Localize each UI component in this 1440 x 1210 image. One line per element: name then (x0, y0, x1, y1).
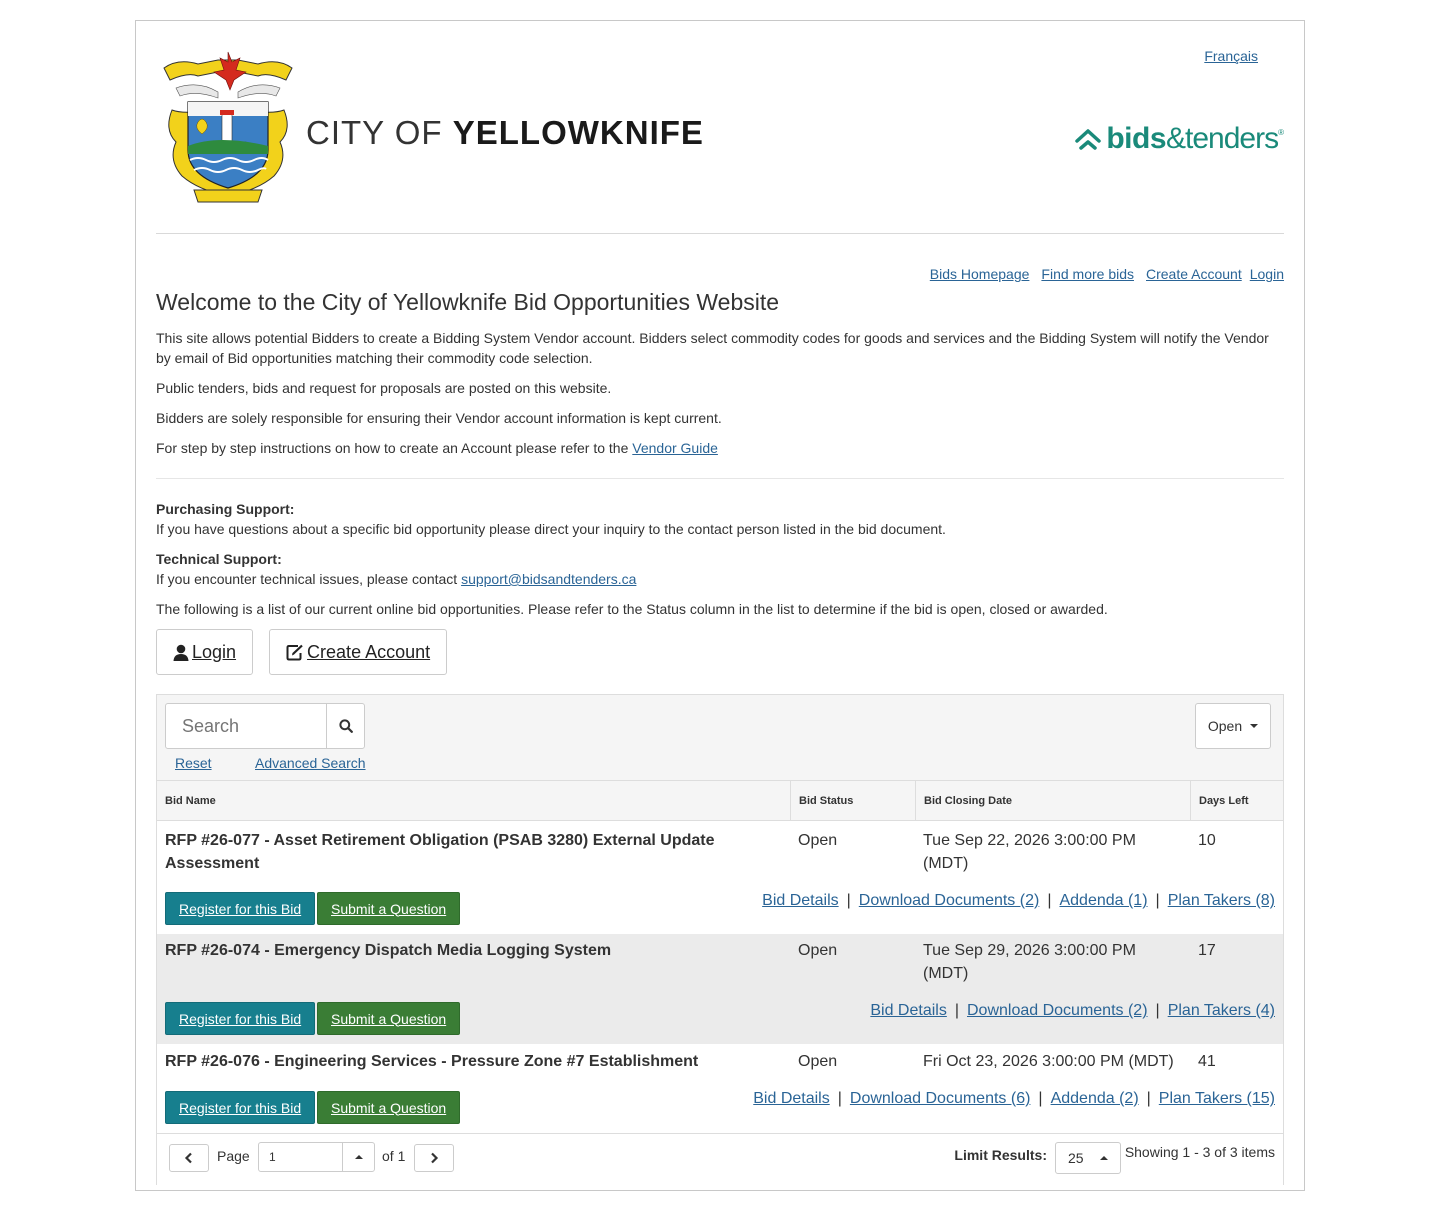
edit-icon (286, 644, 304, 661)
showing-items-text: Showing 1 - 3 of 3 items (1124, 1144, 1275, 1160)
search-input[interactable] (166, 704, 326, 748)
purchasing-support-text: If you have questions about a specific bid opportunity please direct your inquiry to the contact person listed in the bid document. (156, 521, 946, 537)
separator: | (1155, 1002, 1160, 1019)
intro-content (156, 289, 1284, 675)
column-header-bid-name[interactable]: Bid Name (165, 795, 216, 807)
bid-closing-date: Tue Sep 29, 2026 3:00:00 PM (MDT) (923, 942, 1136, 982)
bids-panel (156, 694, 1284, 1185)
chevron-right-icon (429, 1152, 439, 1164)
limit-results-value: 25 (1068, 1150, 1084, 1166)
purchasing-support (156, 499, 1284, 539)
page-frame (135, 20, 1305, 1191)
account-actions (156, 629, 1284, 675)
bid-details-link[interactable]: Bid Details (762, 892, 839, 909)
page-count-label: of 1 (382, 1148, 406, 1164)
register-for-bid-button[interactable]: Register for this Bid (165, 1091, 315, 1124)
bid-name: RFP #26-074 - Emergency Dispatch Media Logging System (165, 942, 612, 959)
column-header-bid-closing-date[interactable]: Bid Closing Date (915, 781, 1190, 821)
page-number-value: 1 (269, 1150, 276, 1164)
vendor-guide-prefix: For step by step instructions on how to create an Account please refer to the (156, 440, 633, 456)
page-label: Page (217, 1148, 250, 1164)
bid-name: RFP #26-076 - Engineering Services - Pressure Zone #7 Establishment (165, 1053, 699, 1070)
bid-status: Open (798, 942, 838, 959)
separator: | (846, 892, 851, 909)
purchasing-support-title: Purchasing Support: (156, 501, 295, 517)
bid-status: Open (798, 1053, 838, 1070)
column-header-bid-status[interactable]: Bid Status (790, 781, 915, 821)
status-filter-value: Open (1207, 718, 1243, 734)
technical-support (156, 549, 1284, 589)
limit-results-label: Limit Results: (954, 1147, 1047, 1163)
previous-page-button[interactable] (169, 1144, 209, 1172)
bid-links (870, 1002, 1275, 1020)
caret-up-icon (355, 1155, 363, 1159)
advanced-search-link[interactable]: Advanced Search (255, 755, 366, 771)
plan-takers-link[interactable]: Plan Takers (15) (1158, 1090, 1275, 1107)
intro-paragraph-1: This site allows potential Bidders to create a Bidding System Vendor account. Bidders select commodity codes for goods and services and the Bidding System will notify the Vendor by email of Bid opportunities matching their commodity code selection. (156, 330, 1269, 366)
login-button-label: Login (192, 641, 237, 662)
separator: | (837, 1090, 842, 1107)
nav-bids-homepage[interactable]: Bids Homepage (929, 266, 1030, 282)
city-title-prefix: CITY OF (306, 114, 453, 151)
language-link-francais[interactable]: Français (1204, 48, 1258, 64)
create-account-button-label: Create Account (307, 641, 431, 662)
city-title-name: YELLOWKNIFE (452, 114, 704, 151)
submit-question-button[interactable]: Submit a Question (317, 1002, 460, 1035)
chevron-up-logo-icon (1074, 127, 1102, 151)
search-group (165, 703, 365, 749)
addenda-link[interactable]: Addenda (1) (1059, 892, 1148, 909)
search-button[interactable] (326, 704, 364, 748)
separator: | (1155, 892, 1160, 909)
vendor-guide-link[interactable]: Vendor Guide (632, 440, 718, 456)
bid-details-link[interactable]: Bid Details (870, 1002, 947, 1019)
brand-bids: bids (1106, 122, 1167, 155)
submit-question-button[interactable]: Submit a Question (317, 1091, 460, 1124)
register-for-bid-button[interactable]: Register for this Bid (165, 892, 315, 925)
bid-details-link[interactable]: Bid Details (753, 1090, 830, 1107)
days-left: 10 (1198, 832, 1216, 849)
page-number-input[interactable] (258, 1142, 375, 1172)
page-spinner[interactable] (342, 1143, 374, 1171)
status-filter-dropdown[interactable] (1195, 703, 1271, 749)
separator: | (1047, 892, 1052, 909)
site-header (156, 46, 1284, 234)
nav-find-more-bids[interactable]: Find more bids (1041, 266, 1134, 282)
page-title: Welcome to the City of Yellowknife Bid Opportunities Website (156, 289, 780, 315)
table-row (157, 822, 1283, 934)
limit-results-dropdown[interactable] (1055, 1142, 1121, 1174)
city-crest-logo (158, 50, 298, 205)
search-icon (339, 719, 353, 733)
bid-list-intro: The following is a list of our current online bid opportunities. Please refer to the Status column in the list to determine if the bid is open, closed or awarded. (156, 601, 1108, 617)
addenda-link[interactable]: Addenda (2) (1050, 1090, 1139, 1107)
nav-create-account[interactable]: Create Account (1146, 266, 1242, 282)
nav-login[interactable]: Login (1249, 266, 1284, 282)
divider (156, 478, 1284, 479)
intro-paragraph-3: Bidders are solely responsible for ensuring their Vendor account information is kept current. (156, 410, 722, 426)
download-documents-link[interactable]: Download Documents (6) (849, 1090, 1031, 1107)
brand-tenders: &tenders (1166, 122, 1279, 155)
download-documents-link[interactable]: Download Documents (2) (858, 892, 1040, 909)
plan-takers-link[interactable]: Plan Takers (4) (1167, 1002, 1275, 1019)
bid-closing-date: Tue Sep 22, 2026 3:00:00 PM (MDT) (923, 832, 1136, 872)
bid-status: Open (798, 832, 838, 849)
technical-support-prefix: If you encounter technical issues, please contact (156, 571, 462, 587)
login-button[interactable] (156, 629, 253, 675)
download-documents-link[interactable]: Download Documents (2) (967, 1002, 1148, 1019)
table-row (157, 1044, 1283, 1133)
register-for-bid-button[interactable]: Register for this Bid (165, 1002, 315, 1035)
column-header-days-left[interactable]: Days Left (1190, 781, 1285, 821)
support-email-link[interactable]: support@bidsandtenders.ca (461, 571, 637, 587)
days-left: 41 (1198, 1053, 1216, 1070)
bids-and-tenders-logo (1074, 122, 1284, 156)
submit-question-button[interactable]: Submit a Question (317, 892, 460, 925)
table-row (157, 934, 1283, 1044)
city-title (306, 114, 704, 152)
separator: | (954, 1002, 959, 1019)
table-header (157, 781, 1283, 821)
caret-up-icon (1100, 1156, 1108, 1160)
chevron-left-icon (184, 1152, 194, 1164)
top-nav (930, 266, 1284, 282)
reset-link[interactable]: Reset (175, 755, 212, 771)
plan-takers-link[interactable]: Plan Takers (8) (1167, 892, 1275, 909)
bid-name: RFP #26-077 - Asset Retirement Obligation (PSAB 3280) External Update Assessment (165, 832, 715, 872)
user-icon (173, 644, 189, 661)
search-toolbar (157, 695, 1283, 781)
separator: | (1146, 1090, 1151, 1107)
bid-closing-date: Fri Oct 23, 2026 3:00:00 PM (MDT) (923, 1053, 1174, 1070)
days-left: 17 (1198, 942, 1216, 959)
bid-links (762, 892, 1275, 910)
next-page-button[interactable] (414, 1144, 454, 1172)
intro-paragraph-2: Public tenders, bids and request for proposals are posted on this website. (156, 380, 612, 396)
brand-trademark: ® (1278, 127, 1284, 137)
caret-down-icon (1250, 724, 1258, 728)
create-account-button[interactable] (269, 629, 447, 675)
pagination-bar (157, 1133, 1283, 1185)
intro-paragraph-4 (156, 438, 1284, 458)
bid-links (753, 1090, 1275, 1108)
separator: | (1038, 1090, 1043, 1107)
technical-support-title: Technical Support: (156, 551, 282, 567)
